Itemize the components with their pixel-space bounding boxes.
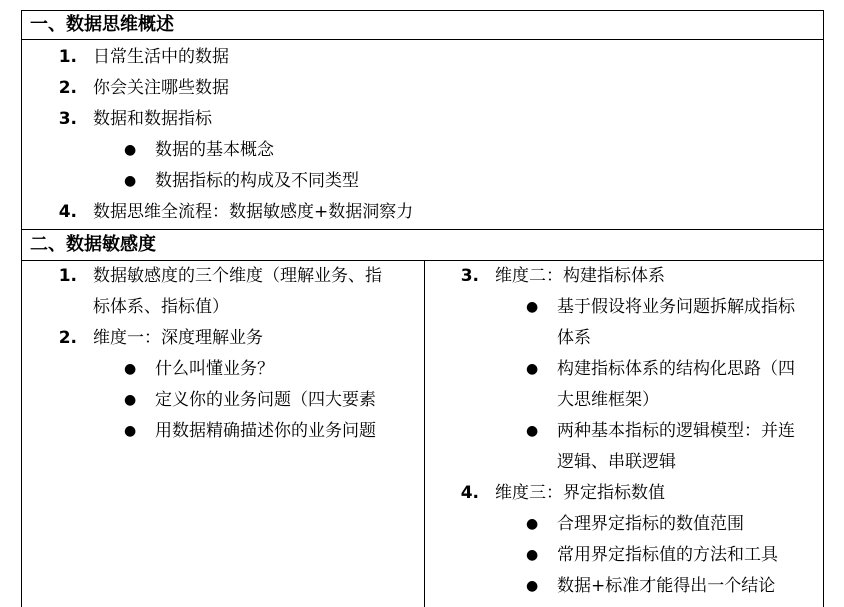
item-number: 4. xyxy=(460,483,479,503)
sub-item-text: 合理界定指标的数值范围 xyxy=(557,514,744,534)
item-number: 2. xyxy=(58,328,77,348)
bullet-icon: ● xyxy=(526,299,539,315)
item-text: 标体系、指标值） xyxy=(93,297,229,317)
bullet-icon: ● xyxy=(124,361,137,377)
bullet-icon: ● xyxy=(526,361,539,377)
item-number: 1. xyxy=(58,47,77,67)
section2-title: 二、数据敏感度 xyxy=(30,234,156,255)
sub-item-text: 大思维框架） xyxy=(557,390,659,410)
sub-item-text: 用数据精确描述你的业务问题 xyxy=(155,421,376,441)
bullet-icon: ● xyxy=(526,423,539,439)
item-number: 2. xyxy=(58,78,77,98)
item-text: 日常生活中的数据 xyxy=(93,47,229,67)
sub-item-text: 数据的基本概念 xyxy=(155,140,274,160)
column-divider xyxy=(424,261,425,607)
sub-item-text: 构建指标体系的结构化思路（四 xyxy=(557,359,795,379)
sub-item-text: 数据指标的构成及不同类型 xyxy=(155,171,359,191)
bullet-icon: ● xyxy=(124,423,137,439)
divider xyxy=(22,229,823,230)
sub-item-text: 两种基本指标的逻辑模型：并连 xyxy=(557,421,795,441)
sub-item-text: 基于假设将业务问题拆解成指标 xyxy=(557,297,795,317)
sub-item-text: 常用界定指标值的方法和工具 xyxy=(557,545,778,565)
outline-table xyxy=(21,10,824,607)
section1-title: 一、数据思维概述 xyxy=(30,14,174,35)
item-text: 数据敏感度的三个维度（理解业务、指 xyxy=(93,266,382,286)
item-text: 维度二：构建指标体系 xyxy=(495,266,665,286)
divider xyxy=(22,39,823,40)
sub-item-text: 体系 xyxy=(557,328,591,348)
item-number: 1. xyxy=(58,266,77,286)
item-text: 维度一：深度理解业务 xyxy=(93,328,263,348)
bullet-icon: ● xyxy=(526,516,539,532)
bullet-icon: ● xyxy=(124,142,137,158)
sub-item-text: 什么叫懂业务？ xyxy=(155,359,274,379)
bullet-icon: ● xyxy=(526,578,539,594)
item-number: 3. xyxy=(460,266,479,286)
sub-item-text: 逻辑、串联逻辑 xyxy=(557,452,676,472)
sub-item-text: 定义你的业务问题（四大要素 xyxy=(155,390,376,410)
sub-item-text: 数据+标准才能得出一个结论 xyxy=(557,576,776,596)
item-text: 数据和数据指标 xyxy=(93,109,212,129)
item-text: 维度三：界定指标数值 xyxy=(495,483,665,503)
bullet-icon: ● xyxy=(526,547,539,563)
item-number: 3. xyxy=(58,109,77,129)
item-text: 数据思维全流程：数据敏感度+数据洞察力 xyxy=(93,202,414,222)
bullet-icon: ● xyxy=(124,392,137,408)
bullet-icon: ● xyxy=(124,173,137,189)
item-number: 4. xyxy=(58,202,77,222)
item-text: 你会关注哪些数据 xyxy=(93,78,229,98)
